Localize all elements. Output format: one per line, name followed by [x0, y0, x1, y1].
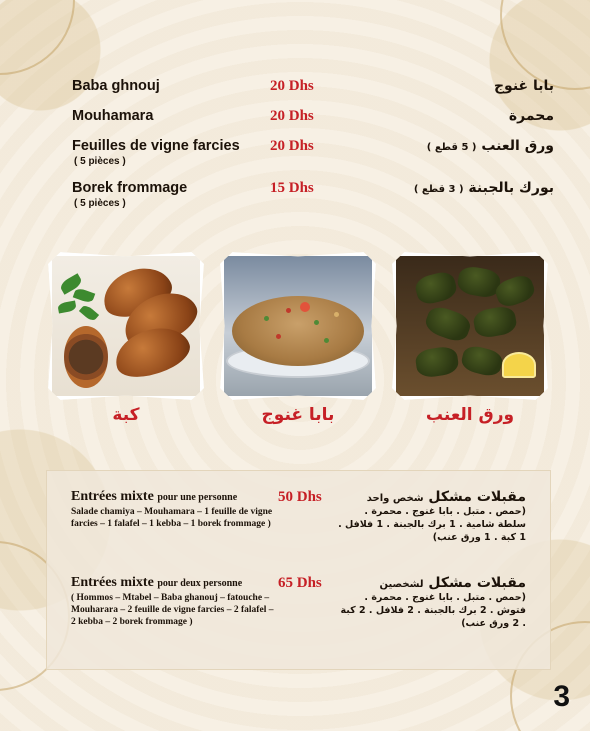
item-name-ar-text: ورق العنب	[481, 138, 554, 154]
mixte-description-ar: (حمص . متبل . بابا غنوج . محمرة . فتوش . 2 برك بالجبنة . 2 فلافل . 2 كبة . 2 ورق عنب)	[340, 592, 526, 629]
item-price: 15 Dhs	[270, 180, 314, 196]
mixte-price: 50 Dhs	[278, 489, 322, 505]
item-price: 20 Dhs	[270, 138, 314, 154]
mixte-description: Salade chamiya – Mouhamara – 1 feuille de vigne farcies – 1 falafel – 1 kebba – 1 borek frommage )	[71, 507, 273, 529]
mixte-title-ar-small: شخص واحد	[366, 493, 424, 504]
photo-kebba	[48, 252, 204, 400]
item-pieces-ar: ( 5 قطع )	[426, 142, 477, 153]
item-name-ar	[427, 138, 554, 154]
photo-baba-ghanouj	[220, 252, 376, 400]
item-name-fr	[72, 180, 187, 209]
menu-item	[72, 108, 554, 134]
mixte-title-ar-text: مقبلات مشكل	[428, 489, 526, 505]
item-name-fr-text: Borek frommage	[72, 180, 188, 196]
menu-item	[72, 138, 554, 170]
mixte-one-fr	[71, 489, 276, 530]
mixte-title-ar	[336, 575, 526, 591]
mixte-description: ( Hommos – Mtabel – Baba ghanouj – fatouche – Mouharara – 2 feuille de vigne farcies – 2 falafel – 2 kebba – 2 borek frommage )	[71, 593, 274, 627]
item-pieces-fr: ( 5 pièces )	[74, 156, 126, 167]
mixte-title-ar-small: لشخصين	[379, 579, 424, 590]
mixte-panel	[46, 470, 551, 670]
item-name-fr-text: Feuilles de vigne farcies	[72, 138, 240, 154]
item-price: 20 Dhs	[270, 78, 314, 94]
mixte-title-text: Entrées mixte	[71, 575, 154, 590]
mixte-title-ar-text: مقبلات مشكل	[428, 575, 526, 591]
mixte-title-text: Entrées mixte	[71, 489, 154, 504]
mixte-title-small: pour une personne	[157, 492, 238, 503]
mixte-price: 65 Dhs	[278, 575, 322, 591]
baba-ghanouj-image	[224, 256, 372, 396]
mixte-two-fr	[71, 575, 276, 628]
caption-vine-leaves: ورق العنب	[425, 405, 515, 425]
item-name-fr: Mouhamara	[72, 108, 154, 124]
vine-leaves-image	[396, 256, 544, 396]
mixte-description-ar: (حمص . متبل . بابا غنوج . محمرة . سلطة شامية . 1 برك بالجبنة . 1 فلافل . 1 كبة . 1 ورق عنب)	[338, 506, 526, 543]
item-name-fr	[72, 138, 240, 167]
menu-item	[72, 78, 554, 104]
item-name-ar-text: بورك بالجبنة	[468, 180, 554, 196]
menu-item	[72, 180, 554, 212]
page-number: 3	[553, 680, 570, 713]
mixte-two-ar	[336, 575, 526, 630]
mixte-title-ar	[336, 489, 526, 505]
photo-vine-leaves	[392, 252, 548, 400]
mixte-one-ar	[336, 489, 526, 544]
item-name-ar: بابا غنوج	[493, 78, 554, 94]
item-price: 20 Dhs	[270, 108, 314, 124]
item-pieces-ar: ( 3 قطع )	[413, 184, 464, 195]
mixte-title-small: pour deux personne	[157, 578, 243, 589]
item-name-ar	[414, 180, 554, 196]
mixte-title	[71, 489, 276, 505]
caption-kebba: كبة	[112, 405, 140, 425]
mixte-title	[71, 575, 276, 591]
item-pieces-fr: ( 5 pièces )	[74, 198, 126, 209]
caption-baba-ghanouj: بابا غنوج	[261, 405, 335, 425]
item-name-ar: محمرة	[508, 108, 554, 124]
item-name-fr: Baba ghnouj	[72, 78, 160, 94]
kebba-image	[52, 256, 200, 396]
